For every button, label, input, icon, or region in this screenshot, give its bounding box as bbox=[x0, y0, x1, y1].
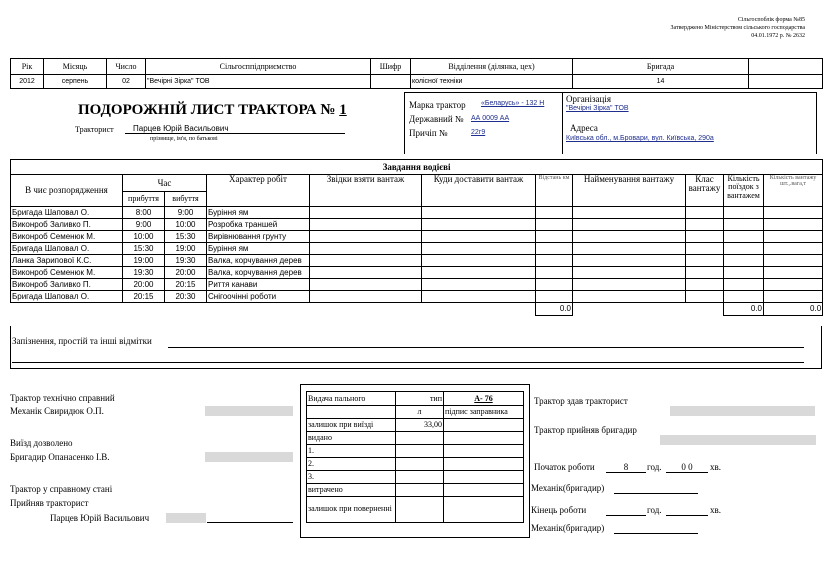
task-arrival: 10:00 bbox=[123, 231, 165, 243]
task-empty-cell bbox=[422, 255, 536, 267]
end-min-line bbox=[666, 515, 708, 516]
start-label: Початок роботи bbox=[534, 462, 595, 472]
task-departure: 19:00 bbox=[165, 243, 207, 255]
task-departure: 20:30 bbox=[165, 291, 207, 303]
task-empty-cell bbox=[724, 279, 764, 291]
task-row bbox=[11, 279, 823, 291]
task-empty-cell bbox=[536, 231, 573, 243]
good-state-label: Трактор у справному стані bbox=[10, 484, 113, 494]
fuel-row-sign bbox=[444, 484, 524, 497]
task-work: Буріння ям bbox=[207, 243, 310, 255]
task-empty-cell bbox=[764, 279, 823, 291]
tractor-box-top bbox=[404, 92, 817, 93]
fuel-title: Видача пального bbox=[307, 392, 396, 406]
task-empty-cell bbox=[536, 279, 573, 291]
value-blank bbox=[749, 75, 823, 89]
total-distance: 0.0 bbox=[536, 303, 573, 316]
fuel-row-sign bbox=[444, 432, 524, 445]
task-empty-cell bbox=[422, 267, 536, 279]
task-empty-cell bbox=[686, 279, 724, 291]
title-text: ПОДОРОЖНІЙ ЛИСТ ТРАКТОРА № bbox=[78, 102, 336, 118]
handed-label: Трактор здав тракторист bbox=[534, 396, 628, 406]
form-approval-date: 04.01.1972 р. № 2632 bbox=[751, 33, 805, 39]
tractorist-caption: прізвище, ім'я, по батькові bbox=[150, 136, 218, 142]
start-hour-unit: год. bbox=[647, 462, 662, 472]
exit-allowed-label: Виїзд дозволено bbox=[10, 438, 73, 448]
task-empty-cell bbox=[422, 243, 536, 255]
task-who: Виконроб Семенюк М. bbox=[11, 267, 123, 279]
task-departure: 20:00 bbox=[165, 267, 207, 279]
fuel-row bbox=[307, 458, 524, 471]
start-min-value: 0 0 bbox=[681, 462, 693, 472]
fuel-row-sign bbox=[444, 471, 524, 484]
task-empty-cell bbox=[764, 291, 823, 303]
fuel-row-value bbox=[396, 471, 444, 484]
address-label: Адреса bbox=[570, 123, 598, 133]
accepted-tractorist-name: Парцев Юрій Васильович bbox=[50, 513, 150, 523]
task-empty-cell bbox=[422, 207, 536, 219]
value-year: 2012 bbox=[11, 75, 44, 89]
page-title bbox=[78, 102, 347, 119]
tractor-box-left bbox=[404, 92, 405, 154]
task-empty-cell bbox=[422, 231, 536, 243]
trailer-label: Причіп № bbox=[409, 128, 448, 138]
start-min-line bbox=[666, 472, 708, 473]
col-cargo: Найменування вантажу bbox=[573, 175, 686, 207]
task-empty-cell bbox=[573, 279, 686, 291]
task-row bbox=[11, 207, 823, 219]
task-who: Виконроб Заливко П. bbox=[11, 219, 123, 231]
total-trips: 0.0 bbox=[724, 303, 764, 316]
fuel-row-value bbox=[396, 432, 444, 445]
brand-label: Марка трактор bbox=[409, 100, 466, 110]
start-hour-line bbox=[606, 472, 646, 473]
task-empty-cell bbox=[724, 267, 764, 279]
fuel-table bbox=[306, 391, 524, 523]
task-work: Вирівнювання грунту bbox=[207, 231, 310, 243]
task-departure: 19:30 bbox=[165, 255, 207, 267]
mech2-line bbox=[614, 533, 698, 534]
task-empty-cell bbox=[310, 243, 422, 255]
fuel-row-value bbox=[396, 484, 444, 497]
task-who: Ланка Зарипової К.С. bbox=[11, 255, 123, 267]
tech-ok-label: Трактор технічно справний bbox=[10, 393, 115, 403]
task-work: Валка, корчування дерев bbox=[207, 267, 310, 279]
task-departure: 20:15 bbox=[165, 279, 207, 291]
fuel-row-label: витрачено bbox=[307, 484, 396, 497]
task-empty-cell bbox=[422, 219, 536, 231]
task-empty-cell bbox=[686, 255, 724, 267]
org-label: Організація bbox=[566, 94, 612, 104]
task-empty-cell bbox=[573, 207, 686, 219]
header-year: Рік bbox=[11, 59, 44, 75]
fuel-row bbox=[307, 419, 524, 432]
task-empty-cell bbox=[310, 291, 422, 303]
task-empty-cell bbox=[686, 267, 724, 279]
value-month: серпень bbox=[44, 75, 107, 89]
fuel-row-value: 33,00 bbox=[396, 419, 444, 432]
task-arrival: 19:30 bbox=[123, 267, 165, 279]
task-empty-cell bbox=[686, 231, 724, 243]
fuel-row-value bbox=[396, 445, 444, 458]
end-hour-line bbox=[606, 515, 646, 516]
task-departure: 10:00 bbox=[165, 219, 207, 231]
end-min-unit: хв. bbox=[710, 505, 721, 515]
fuel-row-label: 2. bbox=[307, 458, 396, 471]
mechanic-label: Механік Свиридюк О.П. bbox=[10, 406, 104, 416]
task-empty-cell bbox=[764, 219, 823, 231]
fuel-sign-header: підпис заправника bbox=[444, 406, 524, 419]
task-row bbox=[11, 243, 823, 255]
task-empty-cell bbox=[764, 231, 823, 243]
task-arrival: 9:00 bbox=[123, 219, 165, 231]
reg-value: АА 0009 АА bbox=[471, 115, 510, 122]
notes-line-2 bbox=[12, 362, 804, 363]
col-order: В чиє розпорядження bbox=[11, 175, 123, 207]
task-empty-cell bbox=[536, 219, 573, 231]
brand-value: «Беларусь» - 132 Н bbox=[481, 100, 545, 107]
brigadier-label: Бригадир Опанасенко І.В. bbox=[10, 452, 110, 462]
fuel-row-label: залишок при виїзді bbox=[307, 419, 396, 432]
col-departure: вибуття bbox=[165, 192, 207, 207]
start-min-unit: хв. bbox=[710, 462, 721, 472]
task-empty-cell bbox=[310, 231, 422, 243]
reg-label: Державний № bbox=[409, 114, 464, 124]
fuel-row bbox=[307, 432, 524, 445]
col-from: Звідки взяти вантаж bbox=[310, 175, 422, 207]
task-departure: 9:00 bbox=[165, 207, 207, 219]
task-empty-cell bbox=[764, 267, 823, 279]
task-empty-cell bbox=[536, 243, 573, 255]
start-hour-value: 8 bbox=[623, 462, 629, 472]
task-empty-cell bbox=[310, 267, 422, 279]
org-value: "Вечірні Зірка" ТОВ bbox=[566, 105, 629, 112]
task-empty-cell bbox=[536, 267, 573, 279]
value-brigade: 14 bbox=[573, 75, 749, 89]
task-work: Буріння ям bbox=[207, 207, 310, 219]
accepted-sign-field[interactable] bbox=[166, 513, 206, 523]
task-arrival: 20:15 bbox=[123, 291, 165, 303]
col-amount: Кількість вантажу шт.,.вага,т bbox=[764, 175, 823, 207]
task-empty-cell bbox=[686, 243, 724, 255]
task-who: Виконроб Семенюк М. bbox=[11, 231, 123, 243]
fuel-row-label: 1. bbox=[307, 445, 396, 458]
task-empty-cell bbox=[310, 255, 422, 267]
header-brigade: Бригада bbox=[573, 59, 749, 75]
value-day: 02 bbox=[107, 75, 146, 89]
task-empty-cell bbox=[764, 207, 823, 219]
fuel-row-label: залишок при поверненні bbox=[307, 497, 396, 523]
task-empty-cell bbox=[724, 231, 764, 243]
task-empty-cell bbox=[536, 291, 573, 303]
mechanic-sign-field[interactable] bbox=[205, 406, 293, 416]
task-who: Бригада Шаповал О. bbox=[11, 207, 123, 219]
fuel-row-value bbox=[396, 497, 444, 523]
fuel-row bbox=[307, 484, 524, 497]
task-empty-cell bbox=[724, 219, 764, 231]
task-empty-cell bbox=[573, 219, 686, 231]
task-work: Риття канави bbox=[207, 279, 310, 291]
task-empty-cell bbox=[573, 255, 686, 267]
task-departure: 15:30 bbox=[165, 231, 207, 243]
received-sign-field[interactable] bbox=[660, 435, 816, 445]
fuel-row-sign bbox=[444, 458, 524, 471]
tractor-box-right bbox=[816, 92, 817, 154]
task-empty-cell bbox=[310, 219, 422, 231]
task-arrival: 8:00 bbox=[123, 207, 165, 219]
accepted-sign-line bbox=[207, 522, 293, 523]
task-empty-cell bbox=[724, 291, 764, 303]
mech1-line bbox=[614, 493, 698, 494]
task-empty-cell bbox=[573, 231, 686, 243]
notes-line-1 bbox=[168, 347, 804, 348]
task-row bbox=[11, 219, 823, 231]
task-row bbox=[11, 267, 823, 279]
title-number: 1 bbox=[339, 102, 347, 118]
header-blank bbox=[749, 59, 823, 75]
task-who: Бригада Шаповал О. bbox=[11, 291, 123, 303]
tasks-table bbox=[10, 159, 823, 316]
tractorist-label: Тракторист bbox=[75, 125, 114, 134]
tasks-title: Завдання водієві bbox=[11, 160, 823, 175]
task-empty-cell bbox=[724, 207, 764, 219]
brigadier-sign-field[interactable] bbox=[205, 452, 293, 462]
col-to: Куди доставити вантаж bbox=[422, 175, 536, 207]
col-trips: Кількість поїздок з вантажем bbox=[724, 175, 764, 207]
task-row bbox=[11, 291, 823, 303]
handed-sign-field[interactable] bbox=[670, 406, 815, 416]
header-month: Місяць bbox=[44, 59, 107, 75]
task-empty-cell bbox=[686, 219, 724, 231]
task-empty-cell bbox=[764, 255, 823, 267]
header-table bbox=[10, 58, 823, 89]
header-code: Шифр bbox=[371, 59, 411, 75]
fuel-row-sign bbox=[444, 445, 524, 458]
header-dept: Відділення (ділянка, цех) bbox=[411, 59, 573, 75]
fuel-row bbox=[307, 471, 524, 484]
task-arrival: 20:00 bbox=[123, 279, 165, 291]
task-empty-cell bbox=[573, 267, 686, 279]
header-day: Число bbox=[107, 59, 146, 75]
task-empty-cell bbox=[764, 243, 823, 255]
fuel-row-sign bbox=[444, 497, 524, 523]
received-label: Трактор прийняв бригадир bbox=[534, 425, 637, 435]
value-dept: колісної техніки bbox=[411, 75, 573, 89]
end-hour-unit: год. bbox=[647, 505, 662, 515]
task-arrival: 19:00 bbox=[123, 255, 165, 267]
task-row bbox=[11, 231, 823, 243]
fuel-type-label: тип bbox=[396, 392, 444, 406]
fuel-row-label: видано bbox=[307, 432, 396, 445]
fuel-type-value: А- 76 bbox=[444, 392, 524, 406]
task-who: Бригада Шаповал О. bbox=[11, 243, 123, 255]
task-arrival: 15:30 bbox=[123, 243, 165, 255]
notes-label: Запізнення, простій та інші відмітки bbox=[12, 336, 152, 346]
fuel-unit: л bbox=[396, 406, 444, 419]
col-arrival: прибуття bbox=[123, 192, 165, 207]
address-value: Київська обл., м.Бровари, вул. Київська, 290а bbox=[566, 135, 714, 142]
tractorist-underline bbox=[125, 133, 345, 134]
fuel-row-value bbox=[396, 458, 444, 471]
col-time: Час bbox=[123, 175, 207, 192]
total-amount: 0.0 bbox=[764, 303, 823, 316]
task-row bbox=[11, 255, 823, 267]
task-empty-cell bbox=[573, 291, 686, 303]
accepted-label: Прийняв тракторист bbox=[10, 498, 89, 508]
trailer-value: 22г9 bbox=[471, 129, 486, 136]
value-code bbox=[371, 75, 411, 89]
task-empty-cell bbox=[536, 207, 573, 219]
mech2-label: Механік(бригадир) bbox=[531, 523, 605, 533]
fuel-row bbox=[307, 497, 524, 523]
form-number: Сільгоспоблік форма №85 bbox=[737, 17, 805, 23]
tractor-box-divider bbox=[562, 92, 563, 154]
task-empty-cell bbox=[724, 255, 764, 267]
mech1-label: Механік(бригадир) bbox=[531, 483, 605, 493]
col-class: Клас вантажу bbox=[686, 175, 724, 207]
end-label: Кінець роботи bbox=[531, 505, 587, 515]
task-empty-cell bbox=[724, 243, 764, 255]
fuel-row-label: 3. bbox=[307, 471, 396, 484]
task-empty-cell bbox=[310, 207, 422, 219]
task-empty-cell bbox=[310, 279, 422, 291]
tractorist-name: Парцев Юрій Васильович bbox=[133, 124, 229, 133]
fuel-row bbox=[307, 445, 524, 458]
task-empty-cell bbox=[422, 279, 536, 291]
task-work: Розробка траншей bbox=[207, 219, 310, 231]
task-empty-cell bbox=[686, 291, 724, 303]
col-distance: Відстань км bbox=[536, 175, 573, 207]
col-nature: Характер робіт bbox=[207, 175, 310, 207]
header-enterprise: Сільгосппідприємство bbox=[146, 59, 371, 75]
fuel-row-sign bbox=[444, 419, 524, 432]
value-enterprise: "Вечірні Зірка" ТОВ bbox=[146, 75, 371, 89]
task-empty-cell bbox=[686, 207, 724, 219]
task-work: Снігоочінні роботи bbox=[207, 291, 310, 303]
task-empty-cell bbox=[573, 243, 686, 255]
form-approval: Затверджено Міністерством сільського господарства bbox=[670, 25, 805, 31]
task-empty-cell bbox=[422, 291, 536, 303]
task-work: Валка, корчування дерев bbox=[207, 255, 310, 267]
task-who: Виконроб Заливко П. bbox=[11, 279, 123, 291]
task-empty-cell bbox=[536, 255, 573, 267]
